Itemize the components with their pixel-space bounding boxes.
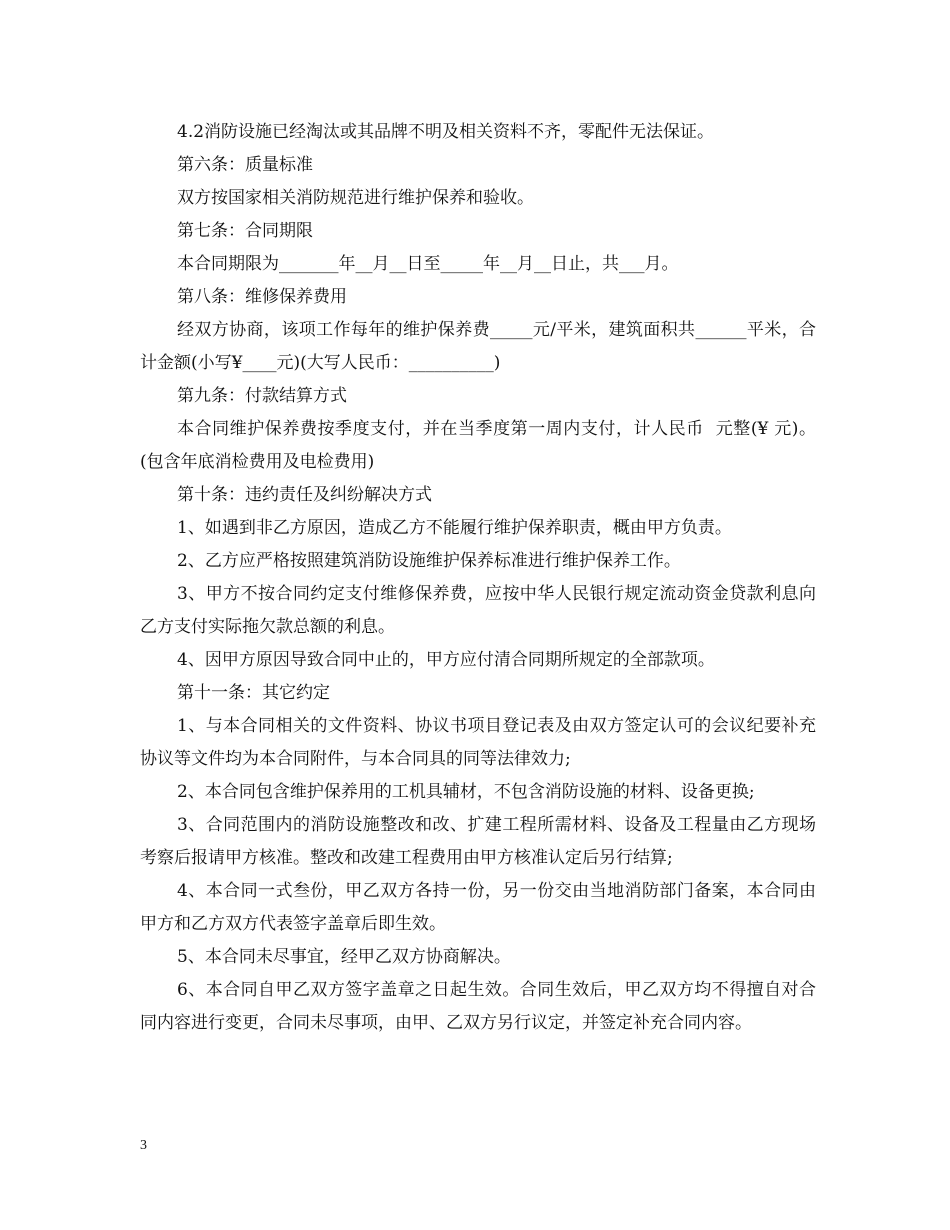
page-number: 3 <box>140 1138 147 1153</box>
section-heading: 第十一条：其它约定 <box>177 683 330 703</box>
list-item: 2、本合同包含维护保养用的工机具辅材，不包含消防设施的材料、设备更换; <box>177 782 755 802</box>
paragraph: 本合同维护保养费按季度支付，并在当季度第一周内支付，计人民币 元整(¥ 元)。(包含年底消检费用及电检费用) <box>140 419 816 472</box>
list-item: 2、乙方应严格按照建筑消防设施维护保养标准进行维护保养工作。 <box>177 551 681 571</box>
list-item: 6、本合同自甲乙双方签字盖章之日起生效。合同生效后，甲乙双方均不得擅自对合同内容进行变更，合同未尽事项，由甲、乙双方另行议定，并签定补充合同内容。 <box>140 980 816 1033</box>
list-item: 3、合同范围内的消防设施整改和改、扩建工程所需材料、设备及工程量由乙方现场考察后报请甲方核准。整改和改建工程费用由甲方核准认定后另行结算; <box>140 815 816 868</box>
document-body <box>140 116 816 1040</box>
section-heading: 第六条：质量标准 <box>177 155 313 175</box>
list-item: 1、如遇到非乙方原因，造成乙方不能履行维护保养职责，概由甲方负责。 <box>177 518 732 538</box>
list-item: 4、因甲方原因导致合同中止的，甲方应付清合同期所规定的全部款项。 <box>177 650 715 670</box>
list-item: 4、本合同一式叁份，甲乙双方各持一份，另一份交由当地消防部门备案，本合同由甲方和乙方双方代表签字盖章后即生效。 <box>140 881 816 934</box>
list-item: 3、甲方不按合同约定支付维修保养费，应按中华人民银行规定流动资金贷款利息向乙方支付实际拖欠款总额的利息。 <box>140 584 816 637</box>
paragraph: 本合同期限为_______年__月__日至_____年__月__日止，共___月。 <box>177 254 679 274</box>
paragraph: 经双方协商，该项工作每年的维护保养费_____元/平米，建筑面积共______平米，合计金额(小写¥____元)(大写人民币：__________) <box>140 320 816 373</box>
paragraph: 双方按国家相关消防规范进行维护保养和验收。 <box>177 188 534 208</box>
section-heading: 第十条：违约责任及纠纷解决方式 <box>177 485 432 505</box>
section-heading: 第九条：付款结算方式 <box>177 386 347 406</box>
section-heading: 第七条：合同期限 <box>177 221 313 241</box>
section-heading: 第八条：维修保养费用 <box>177 287 347 307</box>
list-item: 1、与本合同相关的文件资料、协议书项目登记表及由双方签定认可的会议纪要补充协议等文件均为本合同附件，与本合同具的同等法律效力; <box>140 716 816 769</box>
list-item: 5、本合同未尽事宜，经甲乙双方协商解决。 <box>177 947 511 967</box>
paragraph: 4.2消防设施已经淘汰或其品牌不明及相关资料不齐，零配件无法保证。 <box>177 122 715 142</box>
